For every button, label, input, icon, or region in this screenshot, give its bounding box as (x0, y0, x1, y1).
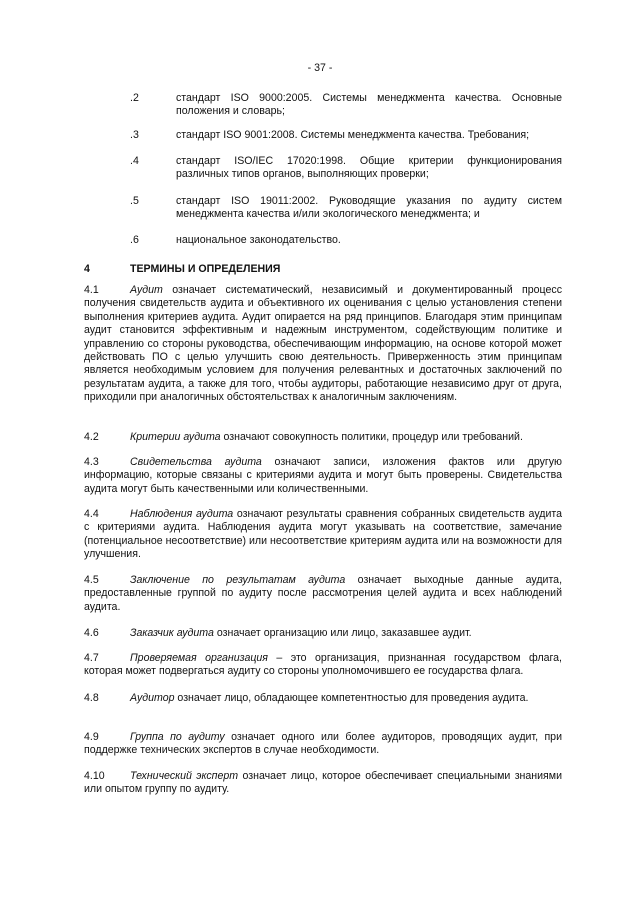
definition-number: 4.4 (84, 508, 99, 520)
definition-term: Заказчик аудита (130, 627, 214, 639)
definition-number: 4.1 (84, 284, 99, 296)
reference-number: .3 (130, 129, 139, 141)
definition-text-block (84, 692, 562, 705)
definition-text: означает систематический, независимый и документированный процесс получения свидетельств аудита и объективного их оценивания с целью установления степени выполнения критериев аудита. Аудит опирается на ряд принципов. Благодаря этим принципам аудит становится эффективным и надежным инструментом, содействующим политике и управлению со стороны руководства, обеспечивающим информацию, на основе которой может действовать ПО с целью улучшить свою деятельность. Приверженность этим принципам является необходимым условием для получения релевантных и достаточных заключений по результатам аудита, а также для того, чтобы аудиторы, работающие независимо друг от друга, приходили при аналогичных обстоятельствах к аналогичным заключениям. (84, 284, 562, 404)
definition-text: означает одного или более аудиторов, проводящих аудит, при поддержке технических экспертов в случае необходимости. (84, 731, 562, 757)
definition-text: – это организация, признанная государством флага, которая может подвергаться аудиту со стороны уполномочившего ее государства флага. (84, 652, 562, 678)
reference-item (130, 155, 562, 182)
section-heading (84, 263, 562, 276)
definition-text-block (84, 284, 562, 405)
definition-item (84, 574, 562, 614)
definition-text: означает лицо, которое обеспечивает специальными знаниями или опытом группу по аудиту. (84, 770, 562, 796)
definition-text-block (84, 574, 562, 614)
section-number: 4 (84, 263, 90, 275)
definition-number: 4.7 (84, 652, 99, 664)
reference-item (130, 92, 562, 119)
definition-item (84, 431, 562, 444)
section-title: ТЕРМИНЫ И ОПРЕДЕЛЕНИЯ (130, 263, 281, 275)
definition-text: означает организацию или лицо, заказавшее аудит. (213, 627, 472, 639)
definition-term: Группа по аудиту (130, 731, 225, 743)
definition-text: означают записи, изложения фактов или другую информацию, которые связаны с критериями аудита и могут быть проверены. Свидетельства аудита могут быть качественными или количественными. (84, 456, 562, 495)
definition-term: Критерии аудита (130, 431, 221, 443)
page-number: - 37 - (307, 62, 333, 74)
definition-text-block (84, 508, 562, 562)
definition-text: означает лицо, обладающее компетентностью для проведения аудита. (174, 692, 529, 704)
definition-term: Заключение по результатам аудита (130, 574, 346, 586)
definition-term: Технический эксперт (130, 770, 239, 782)
definition-item (84, 456, 562, 496)
reference-text: стандарт ISO 9000:2005. Системы менеджмента качества. Основные положения и словарь; (176, 92, 562, 118)
definition-item (84, 284, 562, 405)
definition-text-block (84, 456, 562, 496)
reference-text: стандарт ISO 9001:2008. Системы менеджмента качества. Требования; (176, 129, 530, 141)
reference-text: стандарт ISO 19011:2002. Руководящие указания по аудиту систем менеджмента качества и/или экологического менеджмента; и (176, 195, 562, 221)
reference-item (130, 129, 562, 142)
definition-number: 4.5 (84, 574, 99, 586)
definition-text-block (84, 731, 562, 758)
definition-term: Свидетельства аудита (130, 456, 262, 468)
definition-term: Аудитор (130, 692, 175, 704)
definition-item (84, 731, 562, 758)
reference-item (130, 195, 562, 222)
definition-number: 4.10 (84, 770, 105, 782)
definition-item (84, 508, 562, 562)
definition-number: 4.6 (84, 627, 99, 639)
definition-number: 4.9 (84, 731, 99, 743)
definition-item (84, 692, 562, 705)
reference-number: .6 (130, 234, 139, 246)
definition-item (84, 627, 562, 640)
reference-number: .4 (130, 155, 139, 167)
reference-text: стандарт ISO/IEC 17020:1998. Общие критерии функционирования различных типов органов, выполняющих проверки; (176, 155, 562, 181)
definition-text-block (84, 431, 562, 444)
reference-number: .2 (130, 92, 139, 104)
definition-text: означает выходные данные аудита, предоставленные группой по аудиту после рассмотрения целей аудита и всех наблюдений аудита. (84, 574, 563, 613)
definition-item (84, 652, 562, 679)
definition-text-block (84, 652, 562, 679)
reference-item (130, 234, 562, 247)
definition-number: 4.2 (84, 431, 99, 443)
definition-number: 4.3 (84, 456, 99, 468)
definition-term: Наблюдения аудита (130, 508, 234, 520)
definition-text-block (84, 627, 562, 640)
definition-term: Проверяемая организация (130, 652, 268, 664)
reference-text: национальное законодательство. (176, 234, 341, 246)
definition-term: Аудит (130, 284, 163, 296)
definition-text: означают совокупность политики, процедур или требований. (220, 431, 523, 443)
definition-text-block (84, 770, 562, 797)
definition-number: 4.8 (84, 692, 99, 704)
reference-number: .5 (130, 195, 139, 207)
definition-text: означают результаты сравнения собранных свидетельств аудита с критериями аудита. Наблюдения аудита могут указывать на соответствие, замечание (потенциальное несоответствие) или несоответствие критериям аудита или на возможности для улучшения. (84, 508, 562, 561)
definition-item (84, 770, 562, 797)
